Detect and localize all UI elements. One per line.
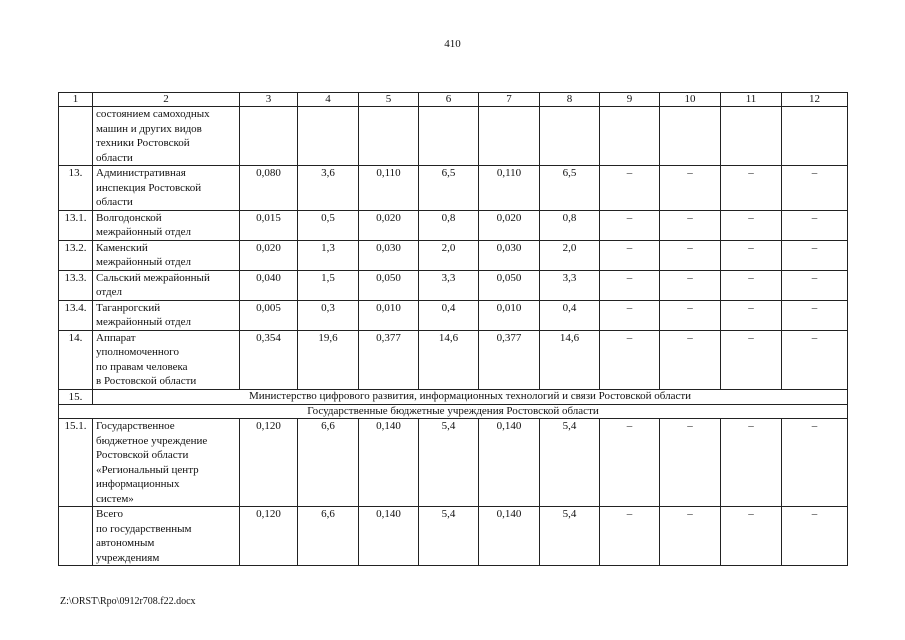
row-value: – [660, 507, 721, 566]
column-header: 5 [359, 93, 419, 107]
file-path: Z:\ORST\Rpo\0912r708.f22.docx [60, 596, 196, 607]
row-value: 0,140 [479, 419, 540, 507]
row-name [93, 210, 240, 240]
row-name-line: Государственное [96, 420, 175, 432]
row-value: – [600, 166, 660, 211]
row-number: 14. [59, 330, 93, 389]
row-value [240, 107, 298, 166]
row-name [93, 270, 240, 300]
row-value: 0,030 [479, 240, 540, 270]
row-number: 13.1. [59, 210, 93, 240]
row-value [359, 107, 419, 166]
row-value: 6,6 [298, 507, 359, 566]
section-subtitle: Государственные бюджетные учреждения Ростовской области [59, 405, 848, 419]
row-name-line: по правам человека [96, 360, 188, 373]
row-name-line: Всего [96, 508, 123, 520]
row-value: 0,140 [359, 419, 419, 507]
row-value: – [782, 270, 848, 300]
row-name [93, 107, 240, 166]
row-number [59, 107, 93, 166]
row-name [93, 166, 240, 211]
row-value: 0,110 [479, 166, 540, 211]
row-name-line: отдел [96, 286, 122, 298]
row-value [782, 107, 848, 166]
row-name-line: инспекция Ростовской [96, 181, 202, 194]
column-header: 11 [721, 93, 782, 107]
row-name-line: техники Ростовской [96, 137, 190, 149]
row-value: 0,3 [298, 300, 359, 330]
row-value: – [660, 166, 721, 211]
row-value: 0,110 [359, 166, 419, 211]
row-value: 6,5 [540, 166, 600, 211]
row-value: – [721, 330, 782, 389]
row-value: 0,020 [240, 240, 298, 270]
row-name-line: машин и других видов [96, 122, 202, 135]
row-value [540, 107, 600, 166]
row-value: 0,050 [359, 270, 419, 300]
row-value: 3,6 [298, 166, 359, 211]
column-header: 7 [479, 93, 540, 107]
row-value: 0,8 [540, 210, 600, 240]
row-value: 1,5 [298, 270, 359, 300]
row-value: – [782, 166, 848, 211]
row-name-line: автономным [96, 537, 155, 549]
table-row [59, 107, 848, 166]
table-row [59, 210, 848, 240]
row-value: – [782, 330, 848, 389]
row-name-line: Волгодонской [96, 211, 162, 224]
row-value [419, 107, 479, 166]
row-value: 5,4 [540, 507, 600, 566]
column-header: 1 [59, 93, 93, 107]
row-name-line: информационных [96, 478, 180, 490]
row-value: 5,4 [419, 507, 479, 566]
row-number: 13.4. [59, 300, 93, 330]
section-title-row [59, 389, 848, 405]
row-name-line: межрайонный отдел [96, 226, 191, 238]
table-row [59, 240, 848, 270]
column-header: 4 [298, 93, 359, 107]
row-value: 0,377 [359, 330, 419, 389]
row-value: 6,5 [419, 166, 479, 211]
row-value: – [721, 166, 782, 211]
row-value: 0,8 [419, 210, 479, 240]
row-value: 0,020 [359, 210, 419, 240]
row-value: – [660, 419, 721, 507]
row-value: 3,3 [540, 270, 600, 300]
row-name-line: области [96, 196, 133, 208]
table-row [59, 507, 848, 566]
table-row [59, 419, 848, 507]
row-value: – [782, 419, 848, 507]
page-number: 410 [444, 38, 461, 50]
row-name-line: области [96, 151, 133, 164]
row-number [59, 507, 93, 566]
row-name-line: по государственным [96, 522, 192, 535]
row-value: – [721, 419, 782, 507]
row-value: – [600, 419, 660, 507]
row-value: 0,050 [479, 270, 540, 300]
row-value: 0,120 [240, 507, 298, 566]
row-value: – [660, 210, 721, 240]
row-value: 0,030 [359, 240, 419, 270]
row-name-line: состоянием самоходных [96, 108, 210, 120]
row-name-line: межрайонный отдел [96, 316, 191, 328]
row-value: 0,4 [419, 300, 479, 330]
row-value: – [782, 300, 848, 330]
row-name-line: Каменский [96, 241, 148, 254]
row-value: 6,6 [298, 419, 359, 507]
row-number: 13.2. [59, 240, 93, 270]
row-value: – [600, 240, 660, 270]
table-row [59, 166, 848, 211]
row-value: – [600, 270, 660, 300]
row-name [93, 330, 240, 389]
row-value: – [721, 210, 782, 240]
row-name [93, 300, 240, 330]
row-value: 0,377 [479, 330, 540, 389]
row-value [479, 107, 540, 166]
row-name [93, 240, 240, 270]
row-value: – [660, 300, 721, 330]
row-value: 5,4 [540, 419, 600, 507]
row-value: – [600, 330, 660, 389]
row-value: 0,020 [479, 210, 540, 240]
row-value: 2,0 [419, 240, 479, 270]
table-row [59, 270, 848, 300]
row-number: 13.3. [59, 270, 93, 300]
header-row [59, 93, 848, 107]
section-subtitle-row [59, 405, 848, 419]
row-name [93, 507, 240, 566]
section-number: 15. [59, 389, 93, 405]
row-name-line: межрайонный отдел [96, 256, 191, 268]
row-value: 0,140 [479, 507, 540, 566]
row-value [298, 107, 359, 166]
row-value: 14,6 [419, 330, 479, 389]
row-name [93, 419, 240, 507]
row-value: 0,120 [240, 419, 298, 507]
row-value: 0,4 [540, 300, 600, 330]
row-value: 1,3 [298, 240, 359, 270]
row-value: 0,080 [240, 166, 298, 211]
column-header: 3 [240, 93, 298, 107]
column-header: 12 [782, 93, 848, 107]
row-value: 0,015 [240, 210, 298, 240]
row-value: 0,010 [479, 300, 540, 330]
row-name-line: Аппарат [96, 331, 136, 344]
row-value: – [600, 507, 660, 566]
row-value: 5,4 [419, 419, 479, 507]
row-value [600, 107, 660, 166]
row-value: – [782, 210, 848, 240]
row-number: 13. [59, 166, 93, 211]
row-value: 0,5 [298, 210, 359, 240]
row-value: – [660, 330, 721, 389]
row-value [660, 107, 721, 166]
row-name-line: бюджетное учреждение [96, 434, 208, 447]
column-header: 9 [600, 93, 660, 107]
row-value: 0,140 [359, 507, 419, 566]
row-name-line: Административная [96, 167, 186, 179]
row-value [721, 107, 782, 166]
row-value: 19,6 [298, 330, 359, 389]
row-value: 0,005 [240, 300, 298, 330]
row-value: – [721, 240, 782, 270]
data-table [58, 92, 848, 566]
row-value: 0,354 [240, 330, 298, 389]
row-value: – [660, 240, 721, 270]
row-value: – [600, 210, 660, 240]
row-name-line: уполномоченного [96, 346, 180, 358]
table-row [59, 300, 848, 330]
row-name-line: систем» [96, 492, 134, 505]
row-value: – [721, 270, 782, 300]
row-name-line: учреждениям [96, 551, 160, 564]
row-name-line: в Ростовской области [96, 375, 197, 387]
column-header: 10 [660, 93, 721, 107]
row-name-line: «Региональный центр [96, 463, 199, 476]
row-name-line: Таганрогский [96, 301, 161, 314]
column-header: 6 [419, 93, 479, 107]
column-header: 2 [93, 93, 240, 107]
section-title: Министерство цифрового развития, информационных технологий и связи Ростовской области [93, 389, 848, 405]
row-value: 14,6 [540, 330, 600, 389]
table-row [59, 330, 848, 389]
row-value: – [782, 240, 848, 270]
row-value: – [660, 270, 721, 300]
row-number: 15.1. [59, 419, 93, 507]
row-value: – [721, 507, 782, 566]
row-value: – [600, 300, 660, 330]
column-header: 8 [540, 93, 600, 107]
row-value: 0,010 [359, 300, 419, 330]
row-name-line: Ростовской области [96, 449, 189, 461]
row-value: 3,3 [419, 270, 479, 300]
row-value: 2,0 [540, 240, 600, 270]
row-name-line: Сальский межрайонный [96, 271, 210, 284]
row-value: 0,040 [240, 270, 298, 300]
row-value: – [782, 507, 848, 566]
row-value: – [721, 300, 782, 330]
